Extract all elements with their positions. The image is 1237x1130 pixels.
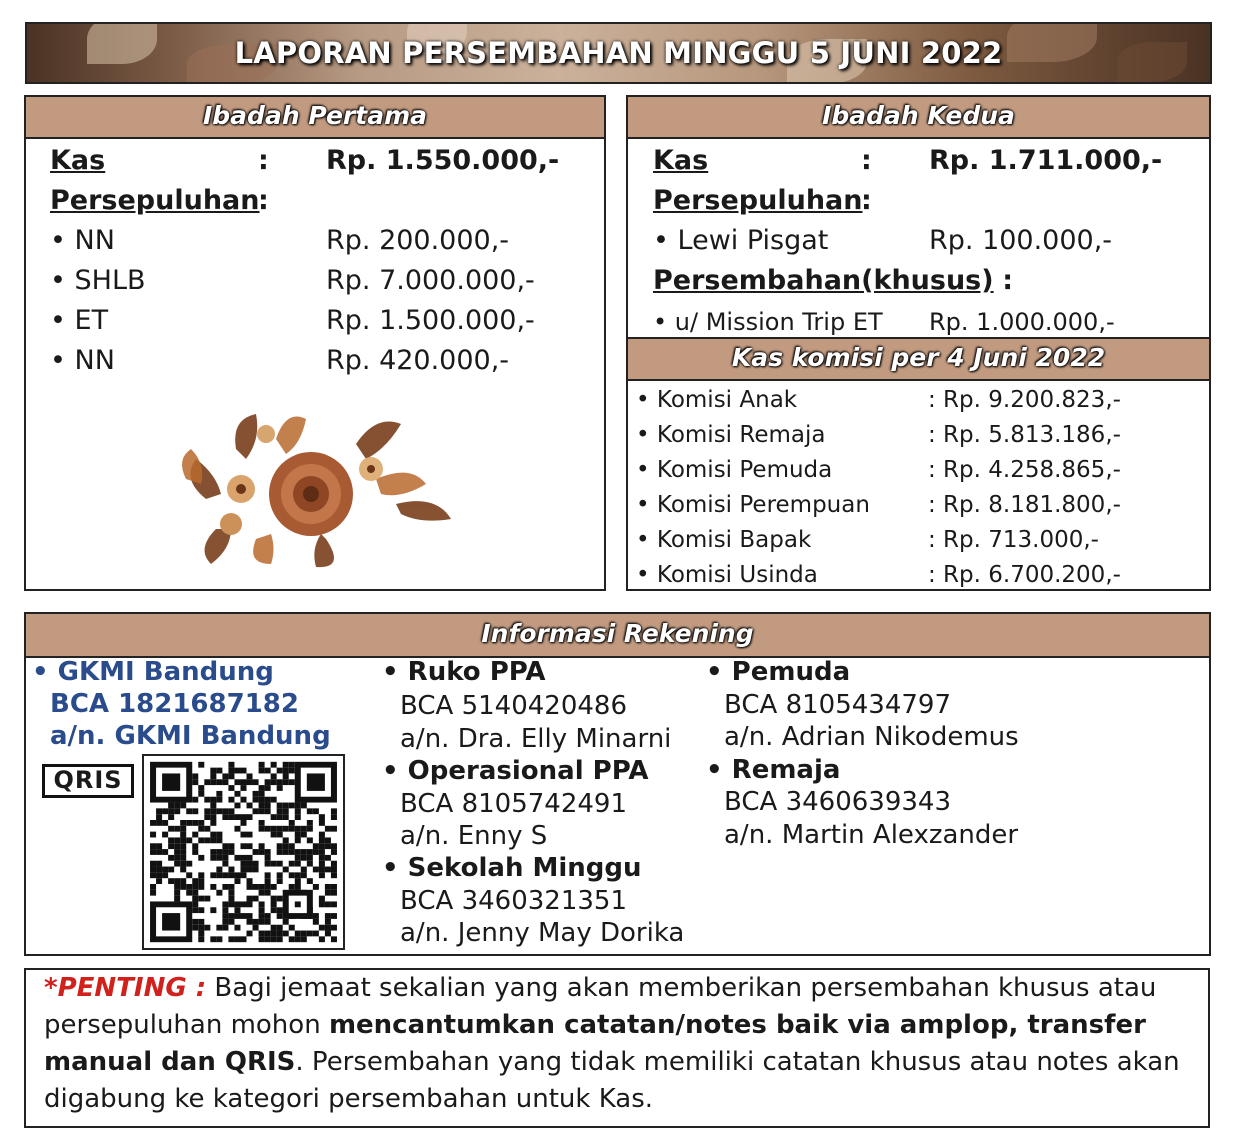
note-text-end: . Persembahan yang tidak memiliki catatan khusus atau notes akan digabung ke kategori persembahan untuk Kas. [44,1047,1180,1114]
kas-label: Kas [50,145,106,176]
informasi-rekening-header: Informasi Rekening [26,614,1209,658]
account-title-text: Ruko PPA [407,657,546,687]
kas-colon: : [258,145,269,176]
account-holder: a/n. Martin Alexzander [724,820,1019,850]
account-title: • Pemuda [706,657,851,687]
list-item: • u/ Mission Trip ET [653,308,883,336]
komisi-name: Komisi Pemuda [656,457,833,483]
account-title: • Operasional PPA [382,756,649,786]
list-item: • Komisi Perempuan [636,492,870,518]
ibadah-pertama-panel [24,95,606,591]
item-amount: Rp. 1.500.000,- [326,305,535,336]
item-name: SHLB [74,265,146,296]
qr-code-icon [142,754,345,950]
komisi-name: Komisi Anak [656,387,798,413]
item-name: NN [74,345,115,376]
main-account-name-text: GKMI Bandung [57,657,274,687]
persepuluhan-label: Persepuluhan [653,185,863,216]
account-number: BCA 3460321351 [400,886,628,916]
page-title: LAPORAN PERSEMBAHAN MINGGU 5 JUNI 2022 [234,36,1003,70]
account-holder: a/n. Jenny May Dorika [400,918,685,948]
khusus-colon: : [1002,265,1013,296]
kas-value: Rp. 1.550.000,- [326,145,560,176]
komisi-name: Komisi Usinda [656,562,818,588]
persepuluhan-colon: : [258,185,269,216]
komisi-name: Komisi Bapak [656,527,812,553]
list-item: • NN [50,345,115,376]
item-amount: Rp. 7.000.000,- [326,265,535,296]
item-name: Lewi Pisgat [677,225,829,256]
list-item: • Komisi Usinda [636,562,818,588]
list-item: • Komisi Pemuda [636,457,833,483]
list-item: • Lewi Pisgat [653,225,829,256]
account-holder: a/n. Dra. Elly Minarni [400,724,672,754]
komisi-amount: : Rp. 8.181.800,- [928,492,1121,518]
ibadah-pertama-header: Ibadah Pertama [26,97,604,139]
account-holder: a/n. Adrian Nikodemus [724,722,1019,752]
important-note [24,968,1210,1128]
main-account-number: BCA 1821687182 [50,689,299,719]
list-item: • Komisi Bapak [636,527,812,553]
account-title-text: Pemuda [731,657,851,687]
account-title: • Remaja [706,755,841,785]
account-number: BCA 8105742491 [400,789,628,819]
persepuluhan-label: Persepuluhan [50,185,260,216]
flower-bouquet-icon [176,409,456,569]
account-number: BCA 5140420486 [400,691,628,721]
kas-komisi-header: Kas komisi per 4 Juni 2022 [628,339,1209,381]
list-item: • SHLB [50,265,146,296]
account-number: BCA 8105434797 [724,690,952,720]
main-account-holder: a/n. GKMI Bandung [50,721,331,751]
item-amount: Rp. 1.000.000,- [929,308,1115,336]
khusus-label: Persembahan(khusus) [653,265,994,296]
item-name: NN [74,225,115,256]
note-text: Bagi jemaat sekalian yang akan memberikan persembahan khusus atau persepuluhan mohon [44,973,1157,1040]
komisi-amount: : Rp. 6.700.200,- [928,562,1121,588]
penting-label: *PENTING : [44,973,207,1003]
kas-komisi-panel [626,337,1211,591]
kas-colon: : [861,145,872,176]
item-amount: Rp. 100.000,- [929,225,1113,256]
account-title: • Ruko PPA [382,657,546,687]
account-number: BCA 3460639343 [724,787,952,817]
persepuluhan-colon: : [861,185,872,216]
komisi-name: Komisi Perempuan [656,492,870,518]
item-amount: Rp. 200.000,- [326,225,510,256]
account-holder: a/n. Enny S [400,821,548,851]
ibadah-kedua-panel [626,95,1211,339]
item-name: u/ Mission Trip ET [674,308,883,336]
komisi-amount: : Rp. 9.200.823,- [928,387,1121,413]
kas-label: Kas [653,145,709,176]
list-item: • Komisi Anak [636,387,798,413]
khusus-row [653,261,1013,301]
qr-pattern [144,756,343,948]
title-banner [25,22,1212,84]
account-title-text: Operasional PPA [407,756,649,786]
account-title-text: Remaja [731,755,841,785]
komisi-amount: : Rp. 713.000,- [928,527,1099,553]
qris-logo: QRIS [42,764,134,798]
komisi-amount: : Rp. 4.258.865,- [928,457,1121,483]
note-bold-text: mencantumkan catatan/notes baik via amplop, transfer manual dan QRIS [44,1010,1146,1077]
list-item: • ET [50,305,109,336]
account-title: • Sekolah Minggu [382,853,642,883]
komisi-name: Komisi Remaja [656,422,826,448]
item-name: ET [74,305,109,336]
list-item: • NN [50,225,115,256]
account-title-text: Sekolah Minggu [407,853,642,883]
kas-value: Rp. 1.711.000,- [929,145,1163,176]
main-account-name: • GKMI Bandung [32,657,274,687]
informasi-rekening-panel [24,612,1211,956]
list-item: • Komisi Remaja [636,422,826,448]
item-amount: Rp. 420.000,- [326,345,510,376]
ibadah-kedua-header: Ibadah Kedua [628,97,1209,139]
komisi-amount: : Rp. 5.813.186,- [928,422,1121,448]
